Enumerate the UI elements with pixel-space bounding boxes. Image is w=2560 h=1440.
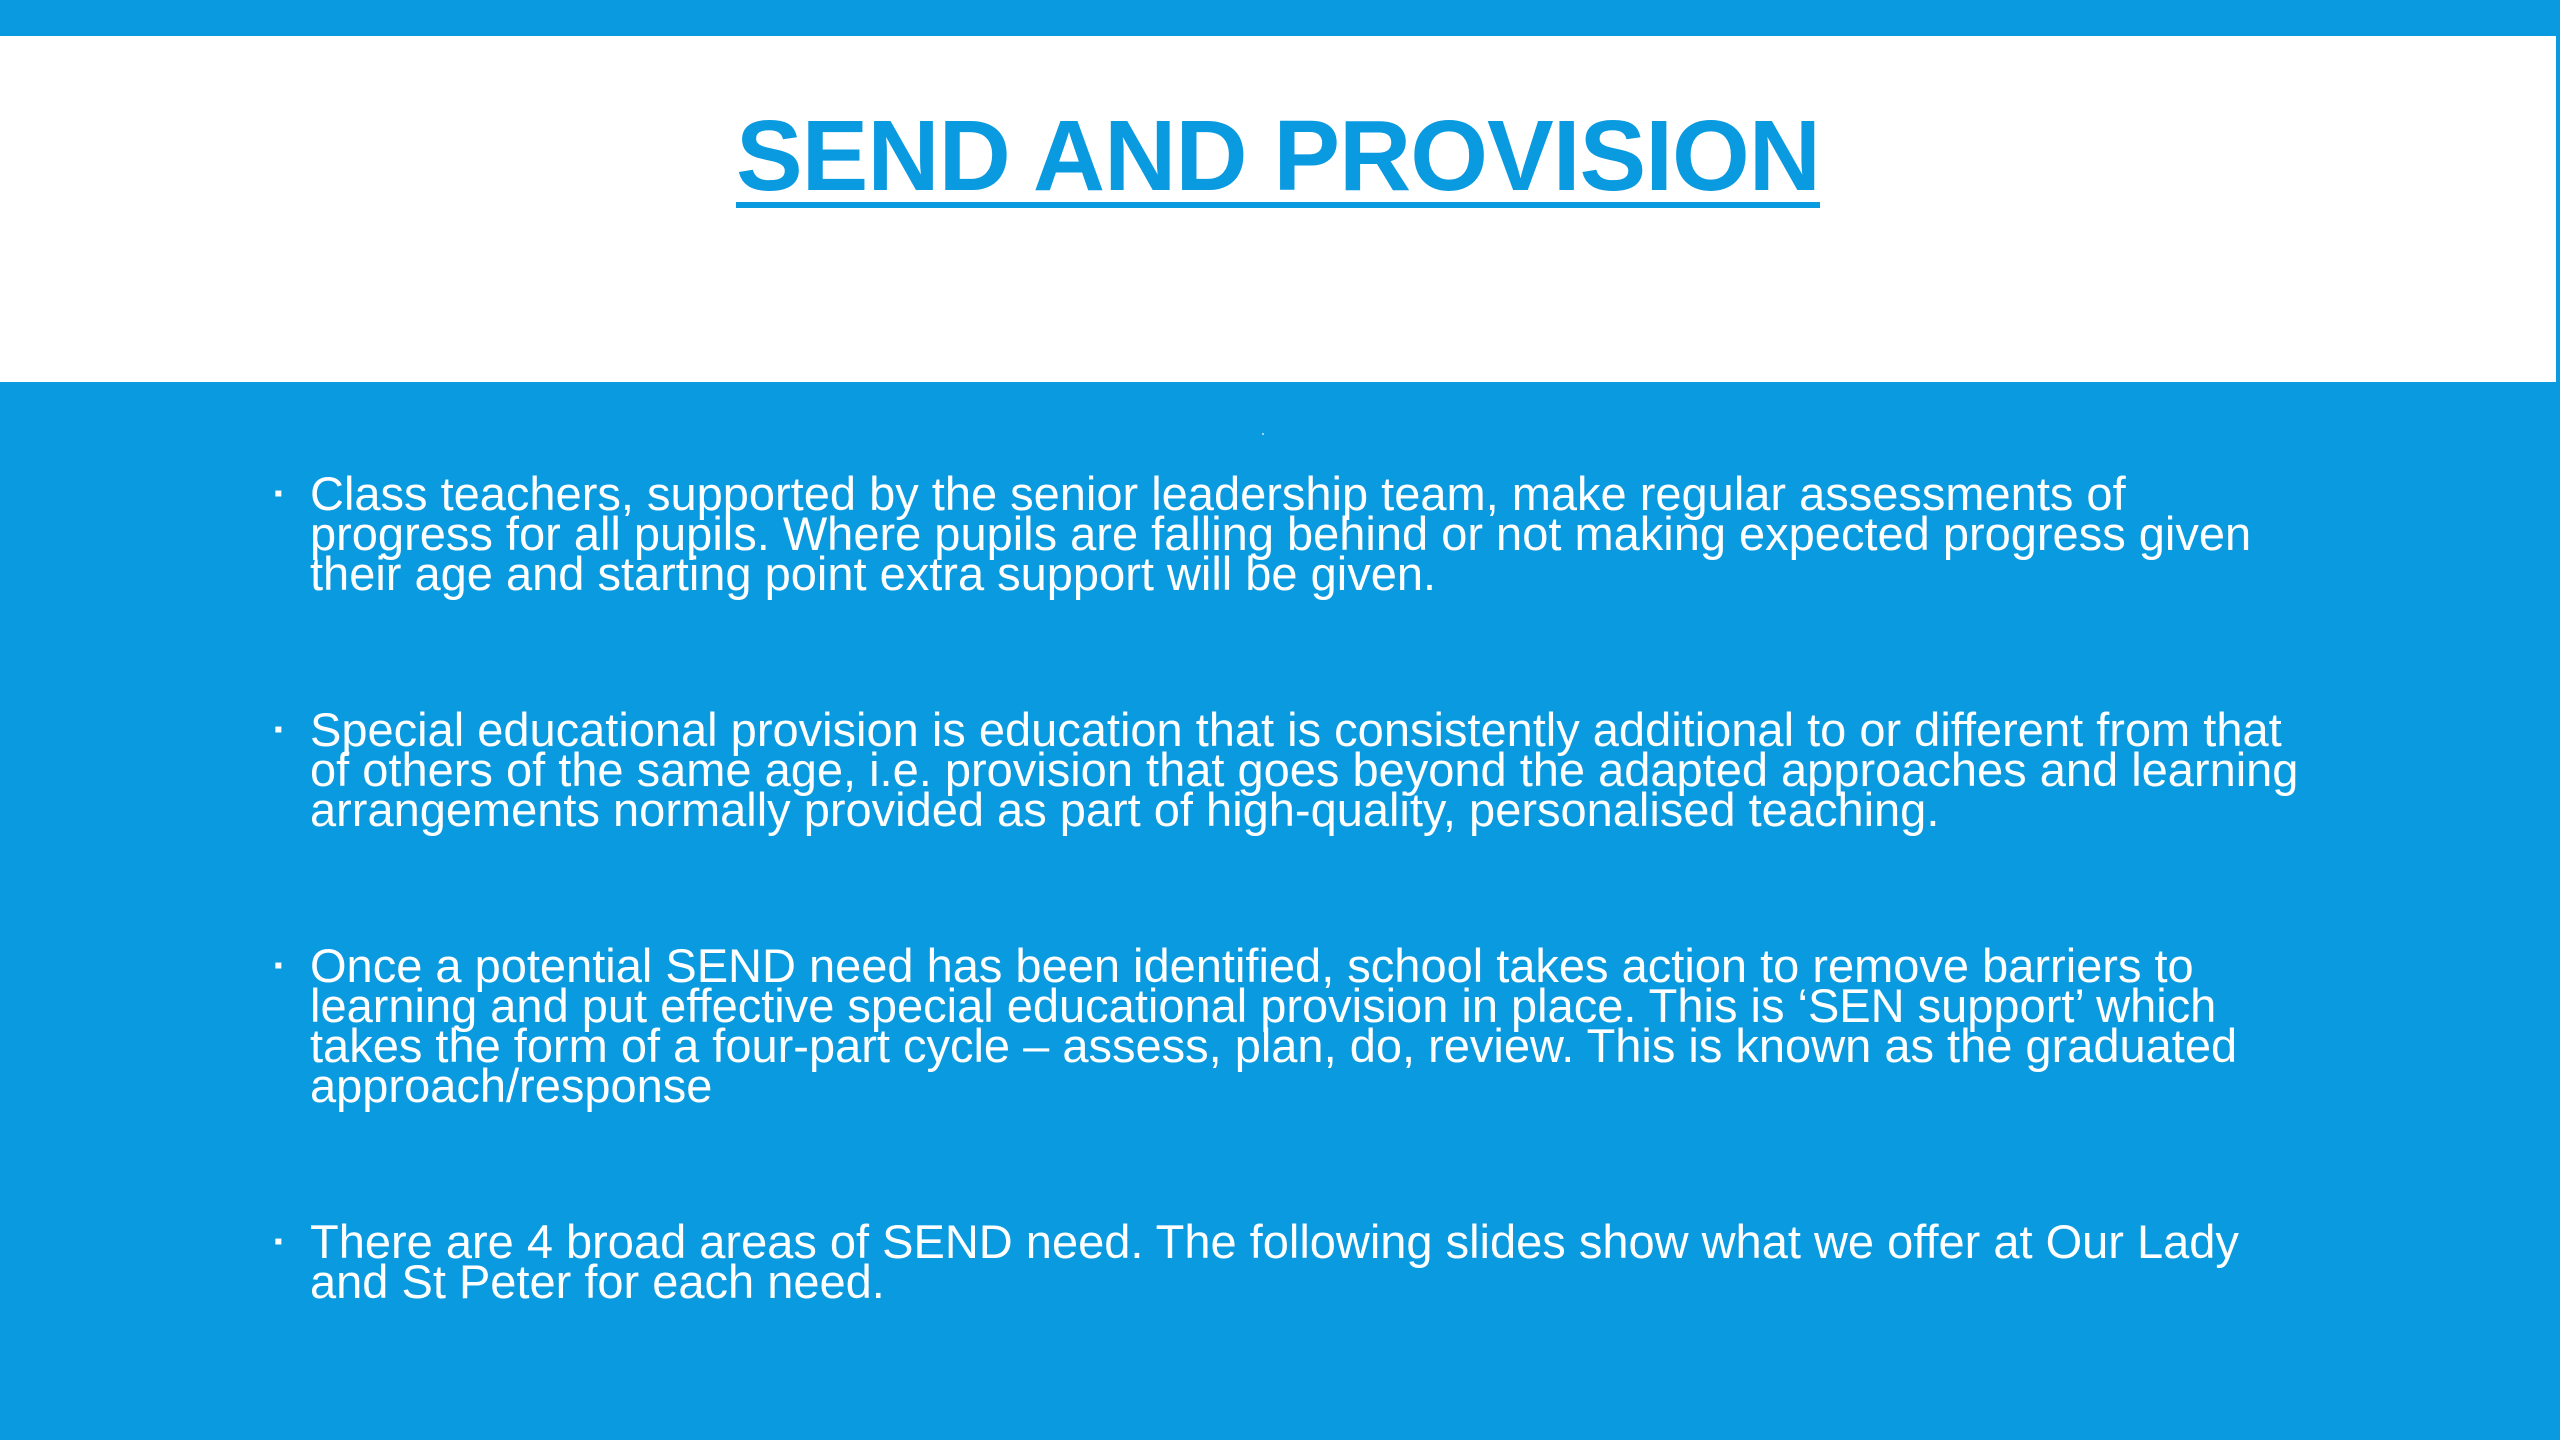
bullet-text: Class teachers, supported by the senior leadership team, make regular assessments of progress for all pupils. Where pupils are falling behind or not making expected progress given their age and starting point extra support will be given.	[310, 467, 2252, 600]
top-accent-strip	[0, 0, 2560, 36]
title-band	[0, 36, 2556, 382]
bullet-item	[274, 939, 2310, 1112]
bullet-text: Special educational provision is education that is consistently additional to or different from that of others of the same age, i.e. provision that goes beyond the adapted approaches and learning arrangements normally provided as part of high-quality, personalised teaching.	[310, 703, 2299, 836]
slide-title: SEND AND PROVISION	[735, 100, 1820, 212]
bullet-marker-icon: ▪	[274, 1228, 283, 1255]
bullet-item	[274, 1215, 2310, 1308]
bullet-marker-icon: ▪	[274, 480, 283, 507]
bullet-item	[274, 703, 2310, 836]
bullet-marker-icon: ▪	[274, 716, 283, 743]
bullet-text: There are 4 broad areas of SEND need. The following slides show what we offer at Our Lady and St Peter for each need.	[310, 1215, 2239, 1308]
decorative-dot	[1262, 433, 1264, 435]
bullet-text: Once a potential SEND need has been identified, school takes action to remove barriers to learning and put effective special educational provision in place. This is ‘SEN support’ which takes the form of a four-part cycle – assess, plan, do, review. This is known as the graduated approach/response	[310, 939, 2238, 1112]
bullet-marker-icon: ▪	[274, 952, 283, 979]
content-area	[0, 382, 2560, 1440]
bullet-item	[274, 467, 2310, 600]
